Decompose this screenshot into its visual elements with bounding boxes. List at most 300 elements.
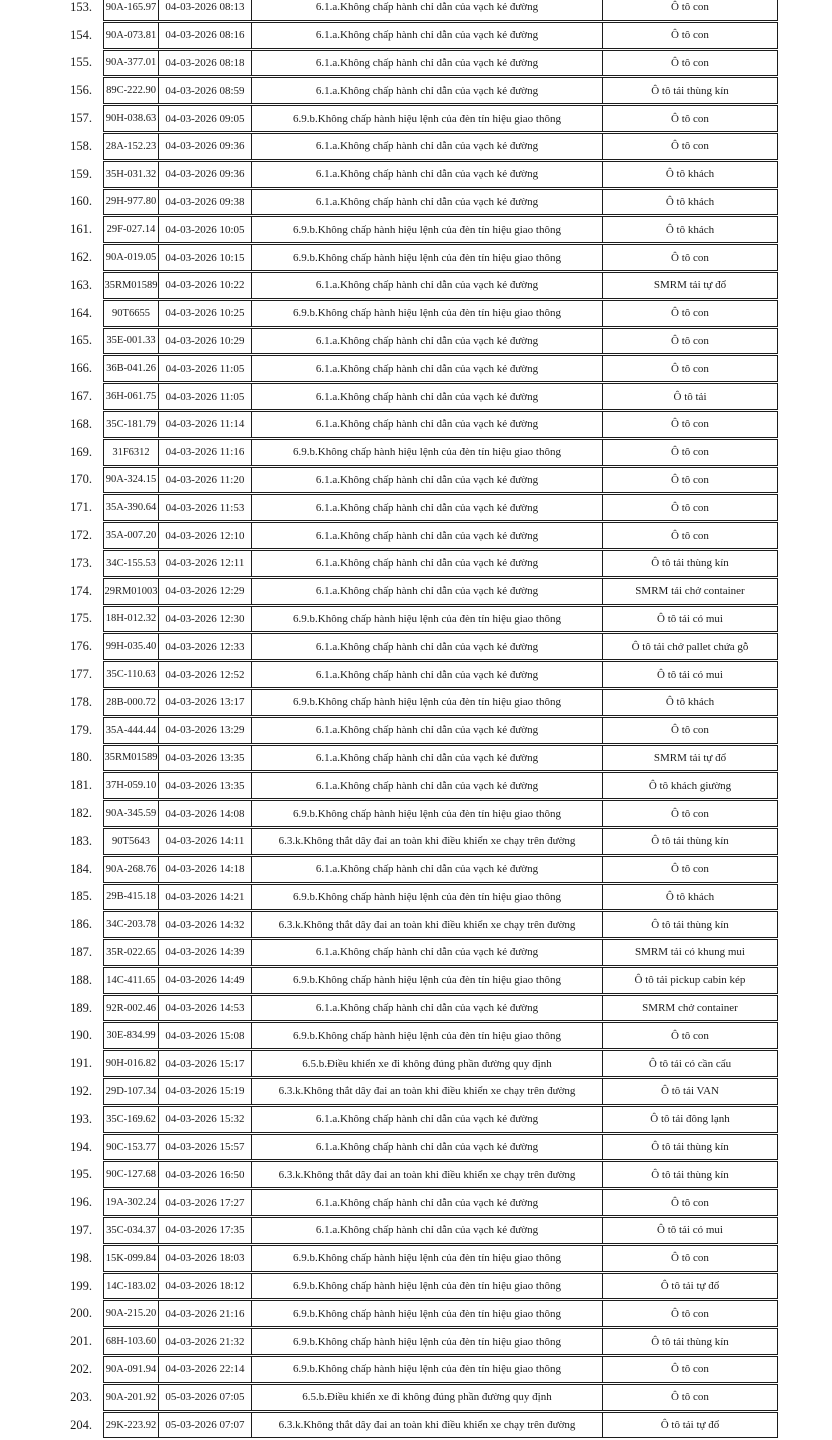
row-number: 157.: [70, 111, 92, 126]
row-number: 199.: [70, 1278, 92, 1293]
license-plate: 90A-073.81: [105, 29, 157, 41]
license-plate: 90A-345.59: [105, 808, 157, 819]
license-plate: 90T6655: [112, 307, 150, 319]
vehicle-type: Ô tô tải pickup cabin kép: [602, 968, 777, 993]
license-plate: 29D-107.34: [105, 1085, 157, 1097]
row-number: 193.: [70, 1111, 92, 1126]
table-row: [0, 1384, 778, 1412]
row-cells-box: [103, 522, 778, 549]
vehicle-type: Ô tô con: [602, 1246, 777, 1271]
row-number: 185.: [70, 889, 92, 904]
table-row: [0, 1189, 778, 1217]
row-number: 196.: [70, 1195, 92, 1210]
row-number: 162.: [70, 250, 92, 265]
violation-description: 6.3.k.Không thắt dây đai an toàn khi điều khiển xe chạy trên đường: [251, 829, 602, 854]
row-number: 201.: [70, 1334, 92, 1349]
row-cells-box: [103, 244, 778, 271]
row-number: 160.: [70, 194, 92, 209]
vehicle-type: Ô tô khách: [602, 162, 777, 187]
row-number: 194.: [70, 1139, 92, 1154]
violation-description: 6.9.b.Không chấp hành hiệu lệnh của đèn tín hiệu giao thông: [251, 1301, 602, 1326]
violation-description: 6.9.b.Không chấp hành hiệu lệnh của đèn tín hiệu giao thông: [251, 1357, 602, 1382]
license-plate: 90H-038.63: [105, 113, 157, 125]
violation-description: 6.5.b.Điều khiển xe đi không đúng phần đường quy định: [251, 1385, 602, 1410]
row-cells-box: [103, 745, 778, 772]
row-cells-box: [103, 1050, 778, 1077]
violation-datetime: 04-03-2026 09:36: [158, 134, 251, 159]
row-number: 192.: [70, 1083, 92, 1098]
table-row: [0, 494, 778, 522]
table-row: [0, 661, 778, 689]
row-cells-box: [103, 22, 778, 49]
violation-description: 6.1.a.Không chấp hành chỉ dẫn của vạch kẻ đường: [251, 1218, 602, 1243]
row-number: 172.: [70, 528, 92, 543]
row-cells-box: [103, 1356, 778, 1383]
violation-datetime: 04-03-2026 09:05: [158, 106, 251, 131]
violation-datetime: 04-03-2026 09:38: [158, 190, 251, 215]
table-row: [0, 578, 778, 606]
violation-datetime: 04-03-2026 08:16: [158, 23, 251, 48]
violation-description: 6.1.a.Không chấp hành chỉ dẫn của vạch kẻ đường: [251, 23, 602, 48]
row-number: 179.: [70, 722, 92, 737]
table-row: [0, 105, 778, 133]
violation-datetime: 04-03-2026 13:35: [158, 746, 251, 771]
license-plate: 29F-027.14: [106, 224, 156, 236]
license-plate: 35A-007.20: [105, 530, 157, 542]
table-row: [0, 1328, 778, 1356]
violation-description: 6.1.a.Không chấp hành chỉ dẫn của vạch kẻ đường: [251, 162, 602, 187]
license-plate: 90H-016.82: [105, 1058, 157, 1070]
license-plate: 99H-035.40: [105, 641, 157, 653]
table-row: [0, 1412, 778, 1440]
row-cells-box: [103, 411, 778, 438]
vehicle-type: Ô tô tải thùng kín: [602, 912, 777, 937]
table-row: [0, 383, 778, 411]
table-row: [0, 745, 778, 773]
violation-datetime: 04-03-2026 15:19: [158, 1079, 251, 1104]
row-number: 171.: [70, 500, 92, 515]
license-plate: 29H-977.80: [105, 196, 157, 208]
table-row: [0, 77, 778, 105]
row-number: 197.: [70, 1222, 92, 1237]
row-cells-box: [103, 689, 778, 716]
row-cells-box: [103, 355, 778, 382]
license-plate: 89C-222.90: [106, 85, 156, 97]
row-number: 182.: [70, 806, 92, 820]
violation-datetime: 04-03-2026 12:52: [158, 662, 251, 687]
vehicle-type: Ô tô tải thùng kín: [602, 551, 777, 576]
row-cells-box: [103, 105, 778, 132]
violation-datetime: 04-03-2026 18:03: [158, 1246, 251, 1271]
violation-datetime: 04-03-2026 12:11: [158, 551, 251, 576]
row-cells-box: [103, 800, 778, 827]
table-row: [0, 1356, 778, 1384]
license-plate: 36B-041.26: [106, 363, 156, 375]
violation-datetime: 04-03-2026 14:53: [158, 996, 251, 1021]
row-number: 166.: [70, 361, 92, 376]
vehicle-type: Ô tô con: [602, 412, 777, 437]
row-number: 153.: [70, 0, 92, 14]
table-row: [0, 689, 778, 717]
row-cells-box: [103, 550, 778, 577]
violation-datetime: 04-03-2026 09:36: [158, 162, 251, 187]
vehicle-type: Ô tô con: [602, 440, 777, 465]
violation-datetime: 04-03-2026 14:49: [158, 968, 251, 993]
row-cells-box: [103, 661, 778, 688]
row-cells-box: [103, 133, 778, 160]
violation-description: 6.3.k.Không thắt dây đai an toàn khi điều khiển xe chạy trên đường: [251, 1079, 602, 1104]
violation-datetime: 04-03-2026 21:16: [158, 1301, 251, 1326]
vehicle-type: Ô tô con: [602, 245, 777, 270]
license-plate: 34C-203.78: [106, 919, 156, 931]
row-number: 165.: [70, 333, 92, 348]
vehicle-type: Ô tô tải thùng kín: [602, 829, 777, 854]
vehicle-type: Ô tô con: [602, 51, 777, 76]
violation-description: 6.1.a.Không chấp hành chỉ dẫn của vạch kẻ đường: [251, 356, 602, 381]
license-plate: 35H-031.32: [105, 168, 157, 180]
violation-description: 6.3.k.Không thắt dây đai an toàn khi điều khiển xe chạy trên đường: [251, 1413, 602, 1438]
table-row: [0, 1134, 778, 1162]
violation-description: 6.1.a.Không chấp hành chỉ dẫn của vạch kẻ đường: [251, 51, 602, 76]
vehicle-type: SMRM tải có khung mui: [602, 940, 777, 965]
violation-datetime: 04-03-2026 11:20: [158, 468, 251, 493]
license-plate: 36H-061.75: [105, 391, 157, 403]
vehicle-type: Ô tô con: [602, 857, 777, 882]
row-cells-box: [103, 467, 778, 494]
license-plate: 90A-268.76: [105, 863, 157, 875]
violation-description: 6.9.b.Không chấp hành hiệu lệnh của đèn tín hiệu giao thông: [251, 885, 602, 910]
vehicle-type: Ô tô tải thùng kín: [602, 1162, 777, 1187]
table-row: [0, 772, 778, 800]
violation-description: 6.9.b.Không chấp hành hiệu lệnh của đèn tín hiệu giao thông: [251, 968, 602, 993]
vehicle-type: Ô tô con: [602, 468, 777, 493]
row-cells-box: [103, 189, 778, 216]
vehicle-type: Ô tô tải đông lạnh: [602, 1107, 777, 1132]
violation-description: 6.1.a.Không chấp hành chỉ dẫn của vạch kẻ đường: [251, 190, 602, 215]
license-plate: 31F6312: [112, 446, 150, 458]
table-row: [0, 1050, 778, 1078]
row-number: 169.: [70, 444, 92, 459]
license-plate: 29RM01003: [104, 585, 158, 597]
row-cells-box: [103, 1273, 778, 1300]
row-cells-box: [103, 995, 778, 1022]
row-number: 181.: [70, 778, 92, 793]
table-row: [0, 0, 778, 22]
row-number: 190.: [70, 1028, 92, 1043]
violation-datetime: 04-03-2026 17:35: [158, 1218, 251, 1243]
row-cells-box: [103, 1328, 778, 1355]
row-number: 163.: [70, 277, 92, 292]
violation-datetime: 04-03-2026 14:21: [158, 885, 251, 910]
table-row: [0, 1273, 778, 1301]
row-cells-box: [103, 383, 778, 410]
violation-datetime: 04-03-2026 12:29: [158, 579, 251, 604]
violation-datetime: 04-03-2026 17:27: [158, 1190, 251, 1215]
vehicle-type: Ô tô con: [602, 1357, 777, 1382]
table-row: [0, 161, 778, 189]
violation-datetime: 04-03-2026 13:17: [158, 690, 251, 715]
license-plate: 35C-034.37: [106, 1224, 156, 1236]
violation-description: 6.9.b.Không chấp hành hiệu lệnh của đèn tín hiệu giao thông: [251, 440, 602, 465]
row-cells-box: [103, 967, 778, 994]
table-row: [0, 550, 778, 578]
violation-datetime: 04-03-2026 14:08: [158, 801, 251, 826]
violation-description: 6.9.b.Không chấp hành hiệu lệnh của đèn tín hiệu giao thông: [251, 801, 602, 826]
row-number: 191.: [70, 1056, 92, 1071]
violation-description: 6.1.a.Không chấp hành chỉ dẫn của vạch kẻ đường: [251, 551, 602, 576]
vehicle-type: Ô tô con: [602, 718, 777, 743]
vehicle-type: Ô tô con: [602, 495, 777, 520]
table-row: [0, 717, 778, 745]
license-plate: 14C-183.02: [106, 1280, 156, 1292]
license-plate: 34C-155.53: [106, 557, 156, 569]
vehicle-type: Ô tô con: [602, 523, 777, 548]
vehicle-type: SMRM tải tự đổ: [602, 273, 777, 298]
license-plate: 35C-181.79: [106, 418, 156, 430]
row-cells-box: [103, 0, 778, 21]
violation-description: 6.9.b.Không chấp hành hiệu lệnh của đèn tín hiệu giao thông: [251, 1246, 602, 1271]
violation-description: 6.9.b.Không chấp hành hiệu lệnh của đèn tín hiệu giao thông: [251, 690, 602, 715]
table-row: [0, 939, 778, 967]
row-cells-box: [103, 1217, 778, 1244]
table-row: [0, 50, 778, 78]
violation-datetime: 04-03-2026 10:22: [158, 273, 251, 298]
vehicle-type: Ô tô tải tự đổ: [602, 1274, 777, 1299]
row-cells-box: [103, 1412, 778, 1439]
license-plate: 14C-411.65: [106, 974, 156, 986]
violation-description: 6.1.a.Không chấp hành chỉ dẫn của vạch kẻ đường: [251, 718, 602, 743]
violation-datetime: 04-03-2026 15:32: [158, 1107, 251, 1132]
violation-description: 6.3.k.Không thắt dây đai an toàn khi điều khiển xe chạy trên đường: [251, 912, 602, 937]
violation-datetime: 04-03-2026 10:25: [158, 301, 251, 326]
table-row: [0, 856, 778, 884]
violation-description: 6.1.a.Không chấp hành chỉ dẫn của vạch kẻ đường: [251, 773, 602, 798]
violation-datetime: 04-03-2026 08:59: [158, 78, 251, 103]
license-plate: 35RM01589: [104, 752, 158, 764]
row-cells-box: [103, 1022, 778, 1049]
table-row: [0, 189, 778, 217]
vehicle-type: Ô tô tải: [602, 384, 777, 409]
vehicle-type: Ô tô con: [602, 801, 777, 826]
table-row: [0, 411, 778, 439]
row-cells-box: [103, 911, 778, 938]
row-cells-box: [103, 578, 778, 605]
row-number: 183.: [70, 833, 92, 848]
row-cells-box: [103, 1106, 778, 1133]
row-cells-box: [103, 328, 778, 355]
row-number: 155.: [70, 55, 92, 70]
violation-datetime: 04-03-2026 11:16: [158, 440, 251, 465]
violation-description: 6.9.b.Không chấp hành hiệu lệnh của đèn tín hiệu giao thông: [251, 301, 602, 326]
violation-description: 6.1.a.Không chấp hành chỉ dẫn của vạch kẻ đường: [251, 1107, 602, 1132]
violation-description: 6.1.a.Không chấp hành chỉ dẫn của vạch kẻ đường: [251, 134, 602, 159]
table-row: [0, 1161, 778, 1189]
row-cells-box: [103, 772, 778, 799]
row-cells-box: [103, 216, 778, 243]
vehicle-type: Ô tô khách: [602, 690, 777, 715]
row-number: 164.: [70, 305, 92, 320]
row-number: 156.: [70, 83, 92, 98]
row-cells-box: [103, 606, 778, 633]
violation-description: 6.1.a.Không chấp hành chỉ dẫn của vạch kẻ đường: [251, 273, 602, 298]
violation-description: 6.1.a.Không chấp hành chỉ dẫn của vạch kẻ đường: [251, 662, 602, 687]
row-number: 202.: [70, 1361, 92, 1376]
row-cells-box: [103, 1134, 778, 1161]
license-plate: 35RM01589: [104, 279, 158, 291]
violation-description: 6.1.a.Không chấp hành chỉ dẫn của vạch kẻ đường: [251, 857, 602, 882]
license-plate: 90A-165.97: [105, 1, 157, 13]
license-plate: 90C-127.68: [106, 1169, 156, 1181]
vehicle-type: Ô tô tải thùng kín: [602, 1329, 777, 1354]
row-number: 158.: [70, 138, 92, 153]
violation-datetime: 04-03-2026 10:05: [158, 217, 251, 242]
violation-description: 6.9.b.Không chấp hành hiệu lệnh của đèn tín hiệu giao thông: [251, 1329, 602, 1354]
violation-description: 6.1.a.Không chấp hành chỉ dẫn của vạch kẻ đường: [251, 384, 602, 409]
row-cells-box: [103, 828, 778, 855]
row-cells-box: [103, 161, 778, 188]
license-plate: 19A-302.24: [105, 1197, 157, 1209]
vehicle-type: Ô tô tải có mui: [602, 662, 777, 687]
table-row: [0, 272, 778, 300]
license-plate: 90A-215.20: [105, 1308, 157, 1320]
row-number: 175.: [70, 611, 92, 626]
vehicle-type: Ô tô con: [602, 329, 777, 354]
license-plate: 90A-324.15: [105, 474, 157, 486]
license-plate: 90A-201.92: [105, 1391, 157, 1403]
violation-description: 6.5.b.Điều khiển xe đi không đúng phần đường quy định: [251, 1051, 602, 1076]
row-cells-box: [103, 1245, 778, 1272]
violation-datetime: 04-03-2026 14:39: [158, 940, 251, 965]
table-row: [0, 300, 778, 328]
violation-datetime: 04-03-2026 18:12: [158, 1274, 251, 1299]
violation-datetime: 04-03-2026 11:53: [158, 495, 251, 520]
violation-description: 6.1.a.Không chấp hành chỉ dẫn của vạch kẻ đường: [251, 412, 602, 437]
license-plate: 37H-059.10: [105, 780, 157, 792]
row-number: 177.: [70, 667, 92, 682]
vehicle-type: Ô tô con: [602, 1023, 777, 1048]
violation-datetime: 04-03-2026 15:17: [158, 1051, 251, 1076]
violation-description: 6.9.b.Không chấp hành hiệu lệnh của đèn tín hiệu giao thông: [251, 1274, 602, 1299]
license-plate: 35A-390.64: [105, 502, 157, 514]
violation-description: 6.1.a.Không chấp hành chỉ dẫn của vạch kẻ đường: [251, 579, 602, 604]
vehicle-type: Ô tô khách giường: [602, 773, 777, 798]
violation-description: 6.1.a.Không chấp hành chỉ dẫn của vạch kẻ đường: [251, 468, 602, 493]
license-plate: 29B-415.18: [106, 891, 156, 903]
row-cells-box: [103, 884, 778, 911]
vehicle-type: Ô tô con: [602, 1190, 777, 1215]
license-plate: 68H-103.60: [105, 1336, 157, 1348]
violation-description: 6.1.a.Không chấp hành chỉ dẫn của vạch kẻ đường: [251, 523, 602, 548]
table-row: [0, 244, 778, 272]
table-row: [0, 800, 778, 828]
vehicle-type: Ô tô con: [602, 301, 777, 326]
violation-datetime: 04-03-2026 14:32: [158, 912, 251, 937]
row-number: 167.: [70, 389, 92, 404]
vehicle-type: Ô tô khách: [602, 885, 777, 910]
row-number: 200.: [70, 1306, 92, 1321]
table-row: [0, 355, 778, 383]
vehicle-type: Ô tô con: [602, 134, 777, 159]
table-row: [0, 606, 778, 634]
row-number: 174.: [70, 583, 92, 598]
row-number: 198.: [70, 1250, 92, 1265]
row-cells-box: [103, 439, 778, 466]
vehicle-type: Ô tô tải VAN: [602, 1079, 777, 1104]
violation-description: 6.1.a.Không chấp hành chỉ dẫn của vạch kẻ đường: [251, 0, 602, 20]
violation-datetime: 04-03-2026 12:10: [158, 523, 251, 548]
violation-datetime: 04-03-2026 10:29: [158, 329, 251, 354]
row-cells-box: [103, 1078, 778, 1105]
license-plate: 15K-099.84: [105, 1252, 157, 1264]
violation-description: 6.1.a.Không chấp hành chỉ dẫn của vạch kẻ đường: [251, 746, 602, 771]
table-row: [0, 1106, 778, 1134]
vehicle-type: Ô tô tải có mui: [602, 1218, 777, 1243]
vehicle-type: Ô tô khách: [602, 217, 777, 242]
vehicle-type: SMRM tải tự đổ: [602, 746, 777, 771]
violation-datetime: 04-03-2026 14:18: [158, 857, 251, 882]
row-cells-box: [103, 1384, 778, 1411]
violation-datetime: 04-03-2026 13:35: [158, 773, 251, 798]
table-row: [0, 995, 778, 1023]
violation-description: 6.9.b.Không chấp hành hiệu lệnh của đèn tín hiệu giao thông: [251, 217, 602, 242]
row-number: 154.: [70, 27, 92, 42]
violation-datetime: 04-03-2026 13:29: [158, 718, 251, 743]
table-row: [0, 1022, 778, 1050]
vehicle-type: Ô tô con: [602, 356, 777, 381]
row-cells-box: [103, 633, 778, 660]
violation-description: 6.9.b.Không chấp hành hiệu lệnh của đèn tín hiệu giao thông: [251, 245, 602, 270]
license-plate: 90T5643: [112, 835, 150, 847]
license-plate: 29K-223.92: [105, 1419, 157, 1431]
row-number: 184.: [70, 861, 92, 876]
vehicle-type: Ô tô con: [602, 1385, 777, 1410]
row-cells-box: [103, 494, 778, 521]
license-plate: 90A-091.94: [105, 1363, 157, 1375]
row-number: 170.: [70, 472, 92, 487]
vehicle-type: Ô tô tải thùng kín: [602, 78, 777, 103]
vehicle-type: Ô tô con: [602, 0, 777, 20]
vehicle-type: Ô tô tải thùng kín: [602, 1135, 777, 1160]
license-plate: 92R-002.46: [106, 1002, 156, 1014]
violation-datetime: 04-03-2026 10:15: [158, 245, 251, 270]
row-number: 168.: [70, 416, 92, 431]
row-cells-box: [103, 77, 778, 104]
table-row: [0, 1300, 778, 1328]
table-row: [0, 22, 778, 50]
violation-datetime: 04-03-2026 11:14: [158, 412, 251, 437]
violation-datetime: 04-03-2026 11:05: [158, 384, 251, 409]
row-cells-box: [103, 272, 778, 299]
table-row: [0, 911, 778, 939]
row-cells-box: [103, 300, 778, 327]
vehicle-type: Ô tô con: [602, 1301, 777, 1326]
violation-description: 6.9.b.Không chấp hành hiệu lệnh của đèn tín hiệu giao thông: [251, 106, 602, 131]
violation-description: 6.1.a.Không chấp hành chỉ dẫn của vạch kẻ đường: [251, 940, 602, 965]
table-row: [0, 522, 778, 550]
row-cells-box: [103, 1300, 778, 1327]
row-number: 161.: [70, 222, 92, 237]
vehicle-type: SMRM tải chở container: [602, 579, 777, 604]
row-number: 173.: [70, 555, 92, 570]
table-row: [0, 328, 778, 356]
row-cells-box: [103, 939, 778, 966]
table-row: [0, 216, 778, 244]
table-row: [0, 828, 778, 856]
violation-datetime: 04-03-2026 11:05: [158, 356, 251, 381]
row-number: 188.: [70, 972, 92, 987]
row-number: 195.: [70, 1167, 92, 1182]
violation-description: 6.1.a.Không chấp hành chỉ dẫn của vạch kẻ đường: [251, 78, 602, 103]
